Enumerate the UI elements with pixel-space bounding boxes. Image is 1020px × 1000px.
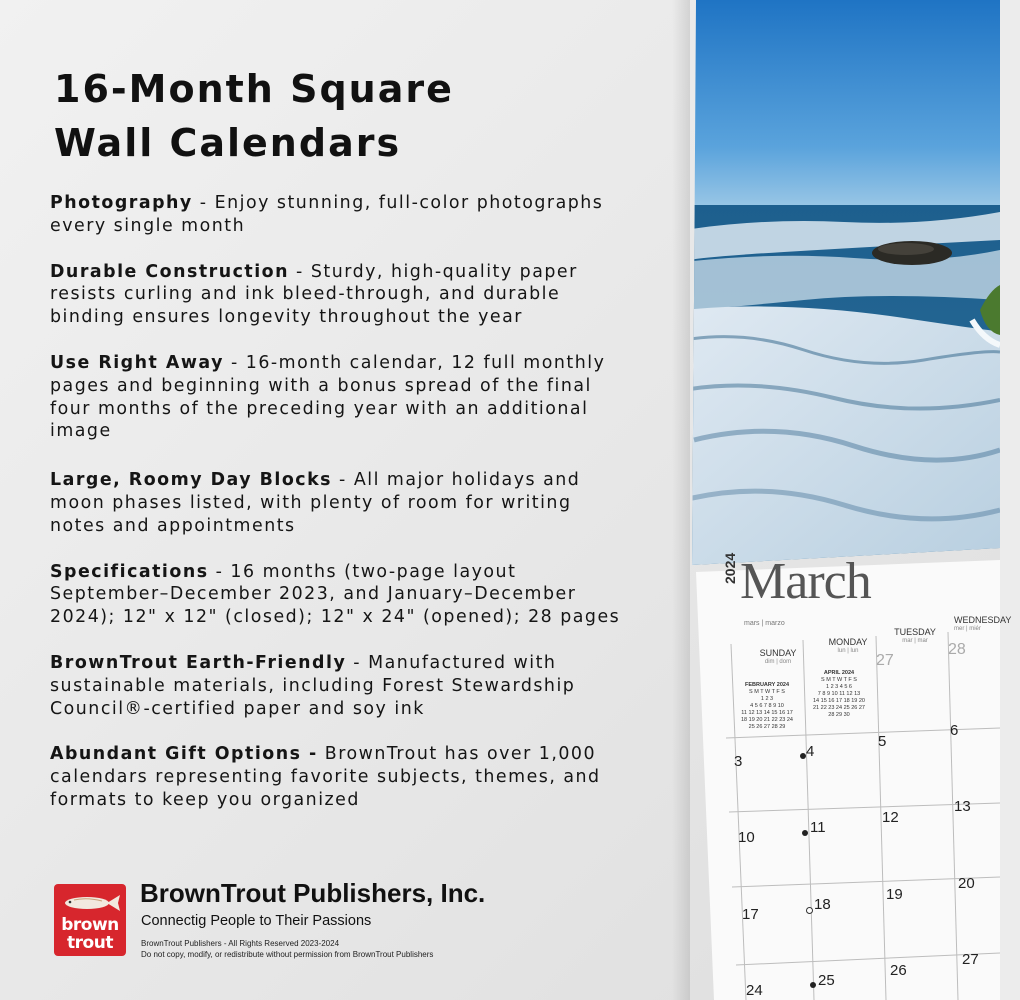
day-cell: 18 — [814, 896, 831, 913]
feature-text: BrownTrout has over 1,000 calendars representing favorite subjects, themes, and formats to keep you organized — [50, 744, 601, 810]
ocean-shore-image — [684, 0, 1000, 565]
day-cell: 12 — [882, 809, 899, 826]
feature-earth-friendly — [50, 652, 630, 720]
day-header-wednesday — [954, 615, 1020, 632]
calendar-year: 2024 — [722, 552, 738, 584]
day-name: SUNDAY — [759, 648, 797, 658]
publisher-name: BrownTrout Publishers, Inc. — [140, 878, 486, 908]
mini-row: 1 2 3 4 5 6 — [826, 684, 852, 690]
feature-list — [50, 192, 630, 835]
feature-title: Abundant Gift Options - — [50, 744, 318, 765]
moon-phase-icon — [810, 982, 816, 988]
logo-word-brown: brown — [61, 915, 119, 935]
title-line-2: Wall Calendars — [54, 121, 402, 165]
feature-text: - Enjoy stunning, full-color photographs every single month — [50, 193, 604, 236]
moon-phase-icon — [806, 907, 813, 914]
feature-specifications — [50, 561, 630, 629]
day-header-monday — [815, 637, 881, 654]
day-sub: lun | lun — [837, 648, 859, 654]
publisher-rights — [141, 938, 433, 960]
calendar-shadow — [672, 0, 690, 1000]
mini-header: S M T W T F S — [749, 689, 785, 695]
day-cell: 27 — [962, 951, 979, 968]
day-cell: 26 — [890, 962, 907, 979]
feature-text: - Manufactured with sustainable materials, including Forest Stewardship Council®-certified paper and soy ink — [50, 652, 576, 719]
mini-row: 4 5 6 7 8 9 10 — [750, 703, 784, 709]
day-sub: dim | dom — [764, 659, 792, 665]
feature-title: Large, Roomy Day Blocks — [50, 470, 333, 491]
feature-day-blocks — [50, 469, 630, 537]
day-cell: 19 — [886, 886, 903, 903]
mini-calendar-april — [808, 670, 870, 719]
day-cell-prev: 27 — [876, 652, 894, 669]
feature-title: Photography — [50, 193, 193, 213]
calendar-month-name: March — [740, 553, 871, 610]
day-header-tuesday — [882, 627, 948, 644]
feature-photography — [50, 192, 630, 238]
mini-row: 18 19 20 21 22 23 24 — [741, 717, 793, 723]
mini-title: FEBRUARY 2024 — [744, 682, 790, 688]
page-title — [54, 62, 654, 170]
rights-line-1: BrownTrout Publishers - All Rights Reserved 2023-2024 — [141, 939, 340, 948]
browntrout-logo — [54, 884, 126, 956]
feature-text: - Sturdy, high-quality paper resists curling and ink bleed-through, and durable binding ensures longevity throughout the year — [50, 261, 578, 328]
feature-title: BrownTrout Earth-Friendly — [50, 652, 347, 673]
publisher-tagline: Connectig People to Their Passions — [141, 913, 372, 929]
day-cell: 10 — [738, 829, 755, 846]
mini-title: APRIL 2024 — [823, 670, 855, 676]
moon-phase-icon — [802, 830, 808, 836]
feature-text: - 16-month calendar, 12 full monthly pages and beginning with a bonus spread of the final four months of the preceding year with an additional image — [50, 352, 606, 442]
mini-row: 28 29 30 — [828, 712, 850, 718]
day-name: MONDAY — [828, 637, 868, 647]
day-cell: 25 — [818, 972, 835, 989]
day-sub: mer | miér — [954, 626, 981, 632]
feature-title: Specifications — [50, 561, 209, 582]
day-cell: 3 — [734, 753, 743, 770]
rights-line-2: Do not copy, modify, or redistribute without permission from BrownTrout Publishers — [141, 950, 434, 959]
title-line-1: 16-Month Square — [54, 67, 454, 111]
day-cell: 24 — [746, 982, 763, 999]
day-cell: 4 — [806, 743, 815, 760]
day-sub: mar | mar — [902, 638, 928, 644]
mini-row: 1 2 3 — [760, 696, 774, 702]
feature-gift-options — [50, 743, 630, 811]
mini-calendar-february — [736, 682, 798, 731]
day-name: WEDNESDAY — [954, 615, 1012, 625]
feature-title: Use Right Away — [50, 352, 224, 373]
feature-text: - All major holidays and moon phases listed, with plenty of room for writing notes and appointments — [50, 470, 581, 536]
day-cell: 13 — [954, 798, 971, 815]
mini-header: S M T W T F S — [821, 677, 857, 683]
mini-row: 7 8 9 10 11 12 13 — [817, 691, 861, 697]
day-cell: 6 — [950, 722, 959, 739]
mini-row: 21 22 23 24 25 26 27 — [813, 705, 865, 711]
feature-use-right-away — [50, 352, 630, 443]
feature-text: - 16 months (two-page layout September–December 2023, and January–December 2024); 12" x 12" (closed); 12" x 24" (opened); 28 pages — [50, 561, 621, 628]
day-cell-prev: 28 — [948, 641, 966, 658]
day-name: TUESDAY — [894, 627, 936, 637]
calendar-month-sub: mars | marzo — [744, 620, 785, 627]
moon-phase-icon — [800, 753, 806, 759]
mini-row: 25 26 27 28 29 — [748, 724, 786, 730]
mini-row: 14 15 16 17 18 19 20 — [813, 698, 865, 704]
mini-row: 11 12 13 14 15 16 17 — [741, 710, 793, 716]
day-header-sunday — [745, 648, 811, 665]
day-cell: 17 — [742, 906, 759, 923]
day-cell: 11 — [810, 819, 826, 836]
logo-word-trout: trout — [67, 933, 113, 953]
day-cell: 20 — [958, 875, 975, 892]
calendar-photo — [684, 0, 1000, 565]
feature-durable-construction — [50, 261, 630, 329]
feature-title: Durable Construction — [50, 261, 290, 282]
day-cell: 5 — [878, 733, 887, 750]
